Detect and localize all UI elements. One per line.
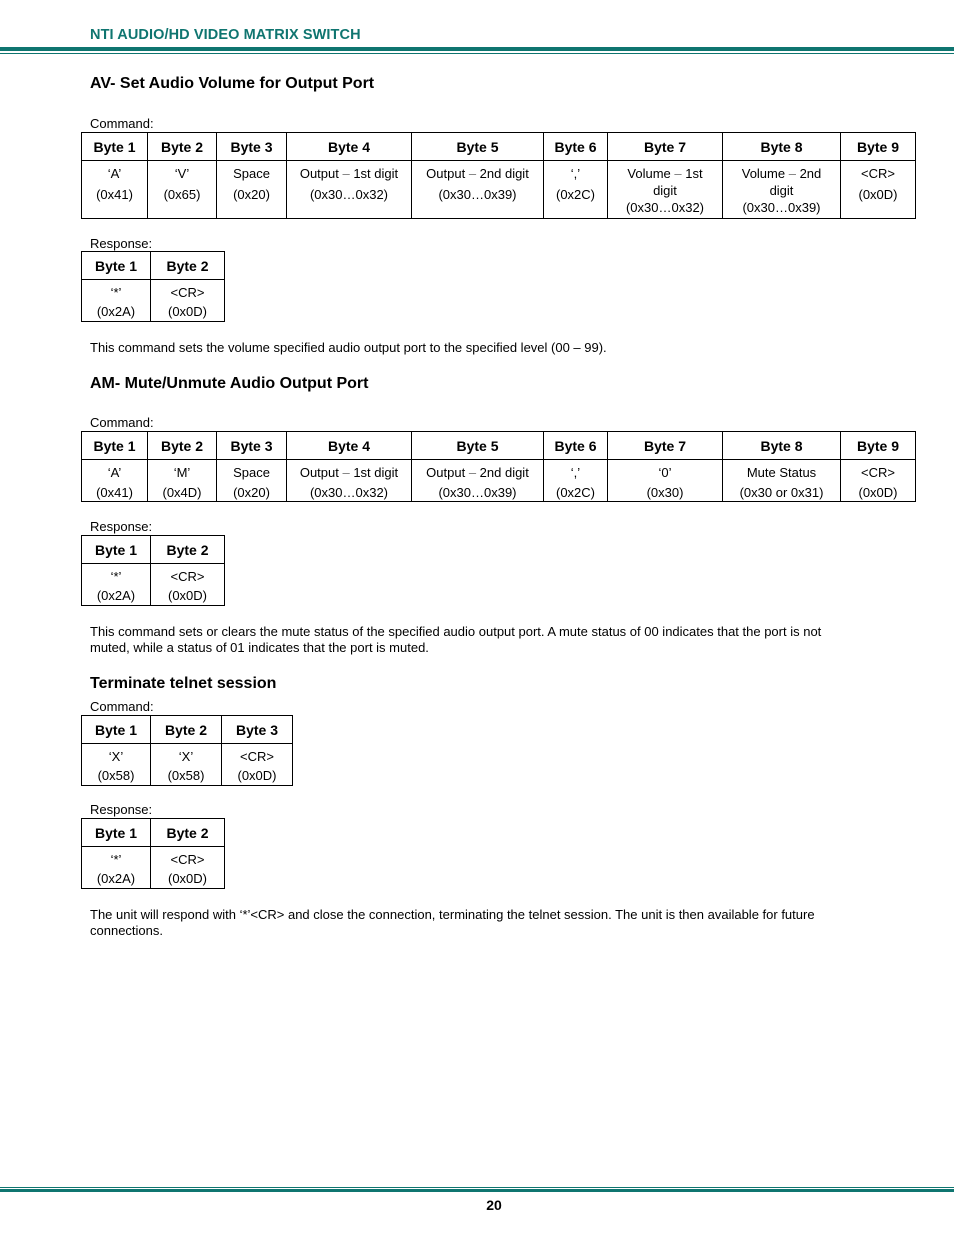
- footer-rule-thick: [0, 1189, 954, 1192]
- am-command-label: Command:: [90, 415, 154, 430]
- cell-char: <CR>: [240, 749, 274, 764]
- av-command-value-row: [82, 161, 916, 219]
- header-cell: Byte 3: [222, 716, 293, 744]
- telnet-command-header-row: [82, 716, 293, 744]
- am-command-header-row: [82, 432, 916, 460]
- value-cell: [82, 280, 151, 322]
- av-response-header-row: [82, 252, 225, 280]
- cell-desc-cont: digit: [769, 183, 794, 198]
- cell-hex: (0x2A): [96, 304, 136, 319]
- header-cell: Byte 1: [82, 133, 148, 161]
- header-cell: Byte 2: [148, 133, 217, 161]
- cell-hex: (0x2C): [555, 485, 595, 500]
- value-cell: [82, 460, 148, 502]
- cell-char: ‘M’: [173, 465, 191, 480]
- value-cell: [148, 460, 217, 502]
- cell-char: <CR>: [170, 285, 205, 300]
- cell-char: ‘*’: [110, 285, 122, 300]
- cell-hex: (0x20): [233, 485, 270, 500]
- cell-char: <CR>: [861, 166, 895, 181]
- av-command-label: Command:: [90, 116, 154, 131]
- value-cell: [217, 460, 287, 502]
- cell-char: Space: [233, 465, 270, 480]
- am-description-line: muted, while a status of 01 indicates that the port is muted.: [90, 640, 429, 655]
- header-title: NTI AUDIO/HD VIDEO MATRIX SWITCH: [90, 27, 361, 43]
- telnet-command-label: Command:: [90, 699, 154, 714]
- value-cell: [148, 161, 217, 219]
- header-cell: Byte 9: [841, 432, 916, 460]
- header-cell: Byte 2: [151, 536, 225, 564]
- value-cell: [287, 460, 412, 502]
- telnet-command-table: [81, 715, 293, 786]
- cell-char: Space: [233, 166, 270, 181]
- header-cell: Byte 7: [608, 133, 723, 161]
- cell-char: Mute Status: [746, 465, 817, 480]
- value-cell: [723, 460, 841, 502]
- telnet-command-value-row: [82, 744, 293, 786]
- cell-desc: Volume – 2nd: [741, 166, 822, 181]
- cell-hex: (0x30…0x39): [438, 187, 517, 202]
- av-response-value-row: [82, 280, 225, 322]
- cell-desc: Output – 2nd digit: [426, 465, 529, 480]
- header-cell: Byte 2: [151, 819, 225, 847]
- cell-hex: (0x30…0x39): [438, 485, 517, 500]
- cell-hex: (0x30 or 0x31): [739, 485, 824, 500]
- value-cell: [412, 460, 544, 502]
- footer-rule-thin: [0, 1187, 954, 1188]
- header-cell: Byte 8: [723, 133, 841, 161]
- value-cell: [151, 280, 225, 322]
- header-cell: Byte 1: [82, 432, 148, 460]
- header-rule-thin: [0, 53, 954, 54]
- value-cell: [151, 847, 225, 889]
- cell-char: ‘*’: [110, 569, 122, 584]
- cell-hex: (0x0D): [237, 768, 277, 783]
- header-cell: Byte 4: [287, 432, 412, 460]
- value-cell: [841, 161, 916, 219]
- telnet-description-line: The unit will respond with ‘*’<CR> and close the connection, terminating the telnet session. The unit is then available for future: [90, 907, 815, 922]
- cell-hex: (0x30…0x39): [742, 200, 821, 215]
- value-cell: [723, 161, 841, 219]
- cell-hex: (0x0D): [858, 485, 898, 500]
- value-cell: [217, 161, 287, 219]
- header-cell: Byte 2: [151, 252, 225, 280]
- cell-hex: (0x0D): [858, 187, 898, 202]
- telnet-response-value-row: [82, 847, 225, 889]
- header-cell: Byte 2: [151, 716, 222, 744]
- telnet-description-line: connections.: [90, 923, 163, 938]
- value-cell: [841, 460, 916, 502]
- header-cell: Byte 5: [412, 432, 544, 460]
- cell-char: <CR>: [170, 852, 205, 867]
- cell-hex: (0x2A): [96, 588, 136, 603]
- cell-char: <CR>: [170, 569, 205, 584]
- av-description: This command sets the volume specified audio output port to the specified level (00 – 99).: [90, 340, 607, 355]
- cell-hex: (0x2C): [555, 187, 595, 202]
- header-cell: Byte 6: [544, 133, 608, 161]
- av-section-title: AV- Set Audio Volume for Output Port: [90, 75, 375, 92]
- value-cell: [151, 564, 225, 606]
- value-cell: [608, 460, 723, 502]
- header-cell: Byte 1: [82, 716, 151, 744]
- cell-desc: Volume – 1st: [627, 166, 703, 181]
- cell-desc: Output – 1st digit: [299, 166, 399, 181]
- header-cell: Byte 7: [608, 432, 723, 460]
- header-cell: Byte 3: [217, 432, 287, 460]
- cell-hex: (0x41): [96, 187, 133, 202]
- am-description-line: This command sets or clears the mute status of the specified audio output port. A mute status of 00 indicates that the port is not: [90, 624, 822, 639]
- header-cell: Byte 1: [82, 252, 151, 280]
- value-cell: [412, 161, 544, 219]
- header-cell: Byte 1: [82, 819, 151, 847]
- am-response-header-row: [82, 536, 225, 564]
- header-cell: Byte 4: [287, 133, 412, 161]
- cell-char: ‘X’: [108, 749, 124, 764]
- av-response-label: Response:: [90, 236, 153, 251]
- telnet-response-label: Response:: [90, 802, 153, 817]
- header-cell: Byte 2: [148, 432, 217, 460]
- value-cell: [151, 744, 222, 786]
- cell-char: ‘,’: [570, 166, 581, 181]
- am-description: [90, 624, 910, 656]
- cell-desc: Output – 2nd digit: [426, 166, 529, 181]
- telnet-response-table: [81, 818, 225, 889]
- cell-char: ‘A’: [107, 166, 122, 181]
- cell-hex: (0x20): [233, 187, 270, 202]
- header-cell: Byte 6: [544, 432, 608, 460]
- telnet-response-header-row: [82, 819, 225, 847]
- cell-hex: (0x30…0x32): [309, 485, 389, 500]
- cell-char: ‘X’: [178, 749, 194, 764]
- cell-char: <CR>: [861, 465, 895, 480]
- value-cell: [82, 744, 151, 786]
- cell-hex: (0x30…0x32): [625, 200, 705, 215]
- am-response-table: [81, 535, 225, 606]
- cell-hex: (0x0D): [167, 304, 207, 319]
- telnet-description: [90, 907, 910, 939]
- header-cell: Byte 3: [217, 133, 287, 161]
- header-cell: Byte 9: [841, 133, 916, 161]
- cell-char: ‘0’: [658, 465, 672, 480]
- value-cell: [222, 744, 293, 786]
- am-section-title: AM- Mute/Unmute Audio Output Port: [90, 375, 369, 392]
- cell-hex: (0x58): [167, 768, 205, 783]
- page-number: 20: [486, 1197, 502, 1213]
- cell-hex: (0x2A): [96, 871, 136, 886]
- am-response-value-row: [82, 564, 225, 606]
- cell-hex: (0x30…0x32): [309, 187, 389, 202]
- cell-char: ‘V’: [174, 166, 190, 181]
- av-response-table: [81, 251, 225, 322]
- cell-char: ‘,’: [570, 465, 581, 480]
- value-cell: [82, 564, 151, 606]
- header-rule-thick: [0, 47, 954, 51]
- header-cell: Byte 1: [82, 536, 151, 564]
- av-command-header-row: [82, 133, 916, 161]
- cell-char: ‘*’: [110, 852, 122, 867]
- cell-hex: (0x30): [646, 485, 684, 500]
- am-command-table: [81, 431, 916, 502]
- cell-hex: (0x0D): [167, 588, 207, 603]
- cell-desc-cont: digit: [653, 183, 677, 198]
- cell-hex: (0x58): [97, 768, 135, 783]
- header-cell: Byte 5: [412, 133, 544, 161]
- cell-hex: (0x0D): [167, 871, 207, 886]
- cell-hex: (0x65): [163, 187, 201, 202]
- header-cell: Byte 8: [723, 432, 841, 460]
- value-cell: [82, 161, 148, 219]
- cell-desc: Output – 1st digit: [299, 465, 399, 480]
- cell-char: ‘A’: [107, 465, 122, 480]
- value-cell: [287, 161, 412, 219]
- am-command-value-row: [82, 460, 916, 502]
- value-cell: [544, 460, 608, 502]
- value-cell: [608, 161, 723, 219]
- am-response-label: Response:: [90, 519, 153, 534]
- av-command-table: [81, 132, 916, 219]
- cell-hex: (0x4D): [162, 485, 202, 500]
- value-cell: [544, 161, 608, 219]
- telnet-section-title: Terminate telnet session: [90, 675, 277, 692]
- cell-hex: (0x41): [96, 485, 133, 500]
- value-cell: [82, 847, 151, 889]
